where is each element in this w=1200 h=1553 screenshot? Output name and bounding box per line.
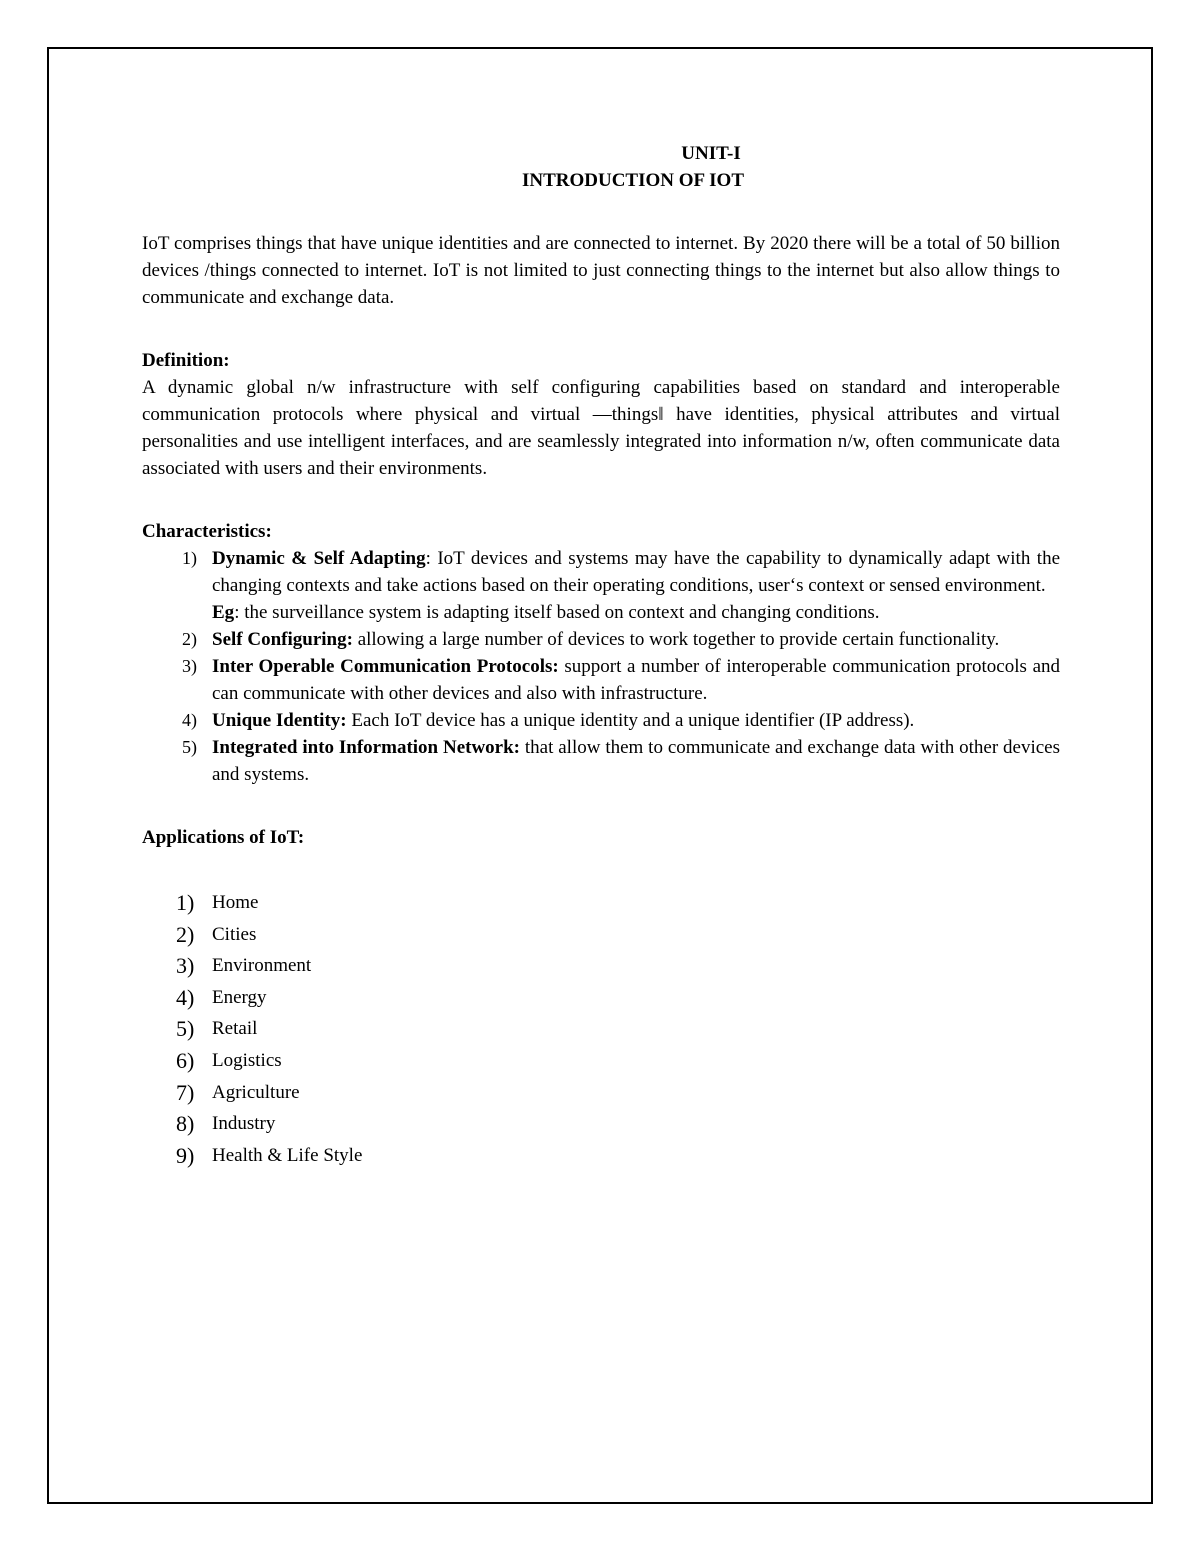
- list-item: [142, 982, 1060, 1014]
- list-number: 2): [176, 921, 195, 947]
- definition-paragraph: A dynamic global n/w infrastructure with self configuring capabilities based on standard and interoperable communication protocols where physical and virtual ―things‖ have identities, physical attributes and virtual personalities and use intelligent interfaces, and are seamlessly integrated into information n/w, often communicate data associated with users and their environments.: [142, 377, 1060, 479]
- list-item-body: [212, 653, 1060, 707]
- page-title: INTRODUCTION OF IOT: [521, 170, 745, 191]
- list-item: [142, 1140, 1060, 1172]
- list-number: 4): [182, 710, 197, 730]
- list-number: 2): [182, 629, 197, 649]
- list-item: [142, 1077, 1060, 1109]
- list-number: 8): [176, 1111, 195, 1137]
- list-item: [142, 1108, 1060, 1140]
- characteristic-term: Dynamic & Self Adapting: [212, 548, 426, 569]
- list-number: 6): [176, 1047, 195, 1073]
- list-number: 3): [176, 953, 195, 979]
- list-item: [142, 950, 1060, 982]
- characteristic-term: Integrated into Information Network:: [212, 737, 521, 758]
- list-number: 1): [182, 548, 197, 568]
- application-label: Environment: [212, 955, 312, 977]
- characteristic-term: Self Configuring:: [212, 629, 353, 650]
- list-item-body: [212, 545, 1060, 626]
- example-term: Eg: [212, 602, 235, 623]
- list-item: [142, 1013, 1060, 1045]
- list-item: [142, 653, 1060, 707]
- list-item: [142, 1045, 1060, 1077]
- application-label: Industry: [212, 1113, 276, 1135]
- title-block: [142, 140, 1060, 194]
- list-number: 3): [182, 656, 197, 676]
- application-label: Cities: [212, 923, 257, 945]
- unit-title: UNIT-I: [681, 143, 741, 164]
- application-label: Energy: [212, 986, 267, 1008]
- list-item: [142, 734, 1060, 788]
- list-item: [142, 707, 1060, 734]
- application-label: Home: [212, 892, 259, 913]
- characteristic-text: allowing a large number of devices to work together to provide certain functionality.: [352, 629, 1000, 650]
- characteristic-text: IoT devices and systems may have the capability to dynamically adapt with the changing contexts and take actions based on their operating conditions, user‘s context or sensed environment.: [212, 548, 1060, 596]
- application-label: Health & Life Style: [212, 1144, 363, 1166]
- characteristic-sep: :: [425, 548, 431, 569]
- definition-heading: Definition:: [142, 350, 230, 371]
- characteristic-text: that allow them to communicate and exchange data with other devices and systems.: [212, 737, 1060, 785]
- applications-list: [142, 887, 1060, 1171]
- application-label: Agriculture: [212, 1081, 300, 1103]
- characteristics-heading: Characteristics:: [142, 521, 272, 542]
- list-number: 1): [176, 890, 195, 915]
- list-item: [142, 887, 1060, 919]
- list-item: [142, 545, 1060, 626]
- applications-heading: Applications of IoT:: [142, 827, 305, 848]
- characteristic-term: Inter Operable Communication Protocols:: [212, 656, 559, 677]
- characteristic-term: Unique Identity:: [212, 710, 347, 731]
- list-item-body: [212, 707, 1060, 734]
- list-item-body: [212, 626, 1060, 653]
- application-label: Logistics: [212, 1049, 282, 1071]
- example-text: : the surveillance system is adapting itself based on context and changing conditions.: [234, 602, 880, 623]
- list-item-body: [212, 734, 1060, 788]
- characteristic-text: support a number of interoperable communication protocols and can communicate with other devices and also with infrastructure.: [212, 656, 1060, 704]
- list-item: [142, 626, 1060, 653]
- list-number: 4): [176, 984, 195, 1010]
- list-item: [142, 919, 1060, 951]
- document-content: [142, 140, 1060, 1171]
- list-number: 7): [176, 1079, 195, 1105]
- list-number: 5): [182, 737, 197, 757]
- list-number: 9): [176, 1142, 195, 1168]
- application-label: Retail: [212, 1018, 258, 1040]
- characteristics-list: [142, 545, 1060, 788]
- intro-paragraph: IoT comprises things that have unique identities and are connected to internet. By 2020 there will be a total of 50 billion devices /things connected to internet. IoT is not limited to just connecting things to the internet but also allow things to communicate and exchange data.: [142, 233, 1060, 308]
- characteristic-text: Each IoT device has a unique identity and a unique identifier (IP address).: [346, 710, 915, 731]
- list-number: 5): [176, 1016, 195, 1042]
